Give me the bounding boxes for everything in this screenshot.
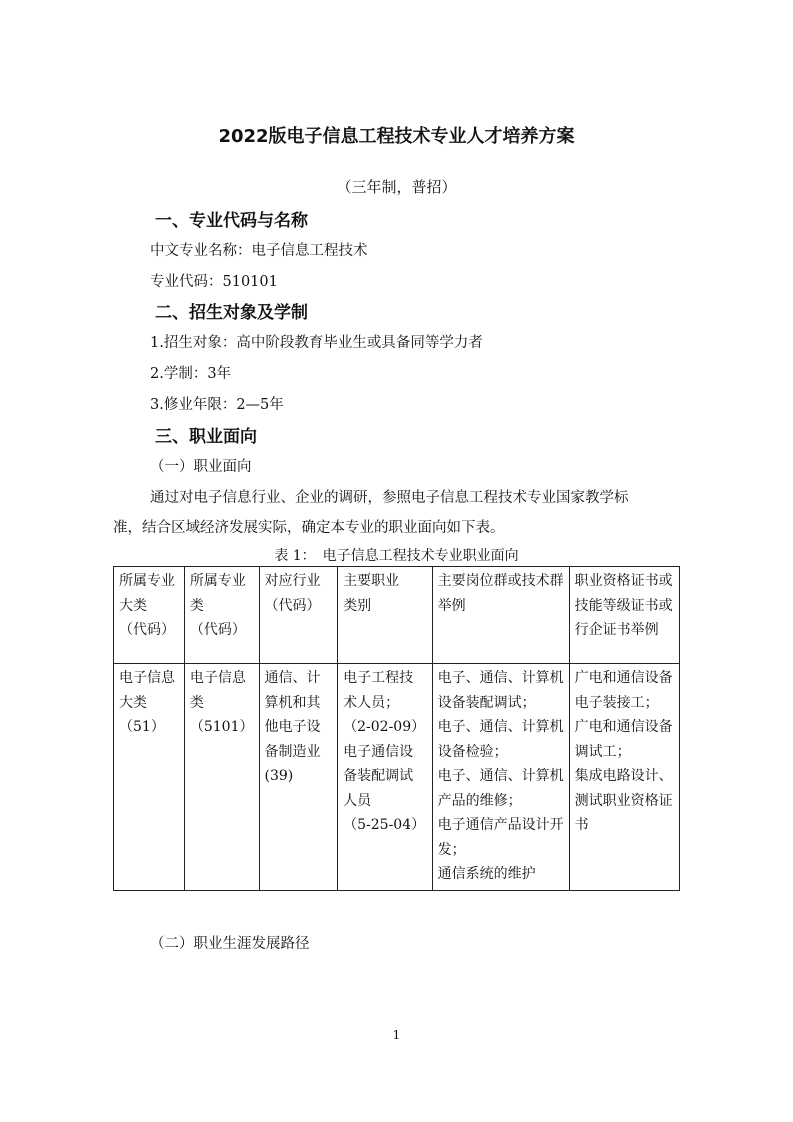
document-title: 2022版电子信息工程技术专业人才培养方案: [218, 126, 575, 147]
career-table: [113, 566, 680, 891]
body-line: 2.学制：3年: [150, 366, 232, 382]
table-header-row: [114, 567, 680, 664]
header-cell: 所属专业类 （代码）: [184, 567, 259, 664]
document-subtitle: （三年制，普招）: [336, 178, 457, 196]
body-line: 中文专业名称：电子信息工程技术: [150, 243, 368, 259]
table-cell: 电子、通信、计算机设备装配调试； 电子、通信、计算机设备检验； 电子、通信、计算机产品的维修； 电子通信产品设计开发； 通信系统的维护: [432, 664, 569, 891]
heading-3: 三、职业面向: [155, 427, 257, 447]
paragraph-line: 通过对电子信息行业、企业的调研，参照电子信息工程技术专业国家教学标: [150, 490, 629, 506]
table-cell: 电子信息类 （5101）: [184, 664, 259, 891]
page-number: 1: [392, 1028, 401, 1042]
subheading: （二）职业生涯发展路径: [150, 936, 310, 952]
heading-1: 一、专业代码与名称: [155, 211, 308, 231]
table-cell: 电子信息大类 （51）: [114, 664, 185, 891]
body-line: 1.招生对象：高中阶段教育毕业生或具备同等学力者: [150, 335, 483, 351]
header-cell: 职业资格证书或技能等级证书或行企证书举例: [569, 567, 679, 664]
body-line: 专业代码：510101: [150, 274, 278, 290]
paragraph-line: 准，结合区域经济发展实际，确定本专业的职业面向如下表。: [113, 520, 505, 536]
header-cell: 对应行业 （代码）: [259, 567, 338, 664]
header-cell: 主要岗位群或技术群举例: [432, 567, 569, 664]
header-cell: 所属专业大类 （代码）: [114, 567, 185, 664]
subheading: （一）职业面向: [150, 459, 252, 475]
table-caption: 表 1： 电子信息工程技术专业职业面向: [274, 548, 519, 564]
table-row: [114, 664, 680, 891]
table-cell: 广电和通信设备电子装接工； 广电和通信设备调试工； 集成电路设计、测试职业资格证书: [569, 664, 679, 891]
body-line: 3.修业年限：2—5年: [150, 397, 284, 413]
heading-2: 二、招生对象及学制: [155, 303, 308, 323]
table-cell: 通信、计算机和其他电子设备制造业 (39): [259, 664, 338, 891]
table-cell: 电子工程技术人员； （2-02-09） 电子通信设备装配调试人员 （5-25-04）: [338, 664, 433, 891]
header-cell: 主要职业 类别: [338, 567, 433, 664]
